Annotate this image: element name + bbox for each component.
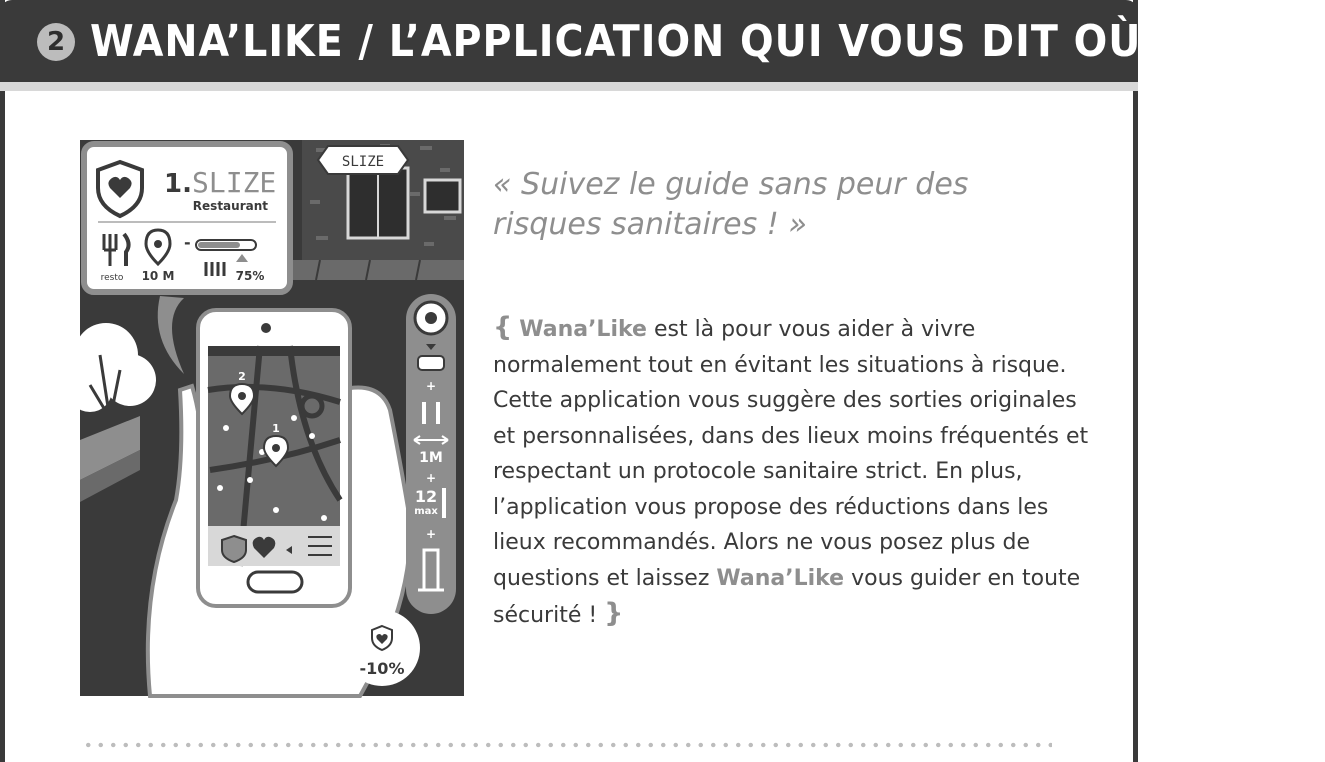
svg-text:+: + [425,471,437,485]
brand-name-2: Wana’Like [716,565,845,591]
card-dash: - [184,233,191,252]
brace-open: { [493,312,513,343]
map-pin-2-label: 2 [238,370,246,383]
description-text [493,310,1093,634]
discount-badge [344,610,420,686]
brand-name: Wana’Like [519,317,647,342]
building-facade [280,140,464,280]
side-capacity: 12 [414,487,438,506]
description-part-2: vous guider en toute sécurité ! [493,565,1081,628]
map-pin-1-label: 1 [272,422,280,435]
venue-occupancy: 75% [235,269,265,283]
venue-category: resto [100,273,124,283]
header-divider [0,82,1138,91]
dotted-separator [82,742,1052,748]
side-distance: 1M [419,450,443,466]
home-button [248,572,302,592]
section-header [0,0,1325,91]
app-illustration [80,140,464,696]
mask-icon [418,356,444,370]
shield-icon [222,536,246,562]
section-title: WANA’LIKE / L’APPLICATION QUI VOUS DIT OÙ SORTIR [90,16,1325,67]
discount-value: -10% [359,659,405,678]
section-number-badge: 2 [37,23,75,61]
safety-criteria-panel [406,294,456,614]
description-part-1: est là pour vous aider à vivre normalement tout en évitant les situations à risque. Cette application vous suggère des sorties originales et personnalisées, dans des lieux moins fréquentés et respectant un protocole sanitaire strict. En plus, l’application vous propose des réductions dans les lieux recommandés. Alors ne vous posez plus de questions et laissez [493,317,1089,591]
venue-distance: 10 M [141,269,175,283]
sign-text: SLIZE [341,154,385,170]
svg-text:+: + [425,379,437,393]
venue-rank: 1. [164,169,192,199]
venue-type: Restaurant [192,199,268,213]
quote-text: « Suivez le guide sans peur des risques sanitaires ! » [493,167,969,242]
svg-text:+: + [425,527,437,541]
brace-close: } [604,598,624,629]
smartphone [198,310,350,606]
side-capacity-unit: max [414,506,438,517]
venue-name: SLIZE [192,166,277,199]
